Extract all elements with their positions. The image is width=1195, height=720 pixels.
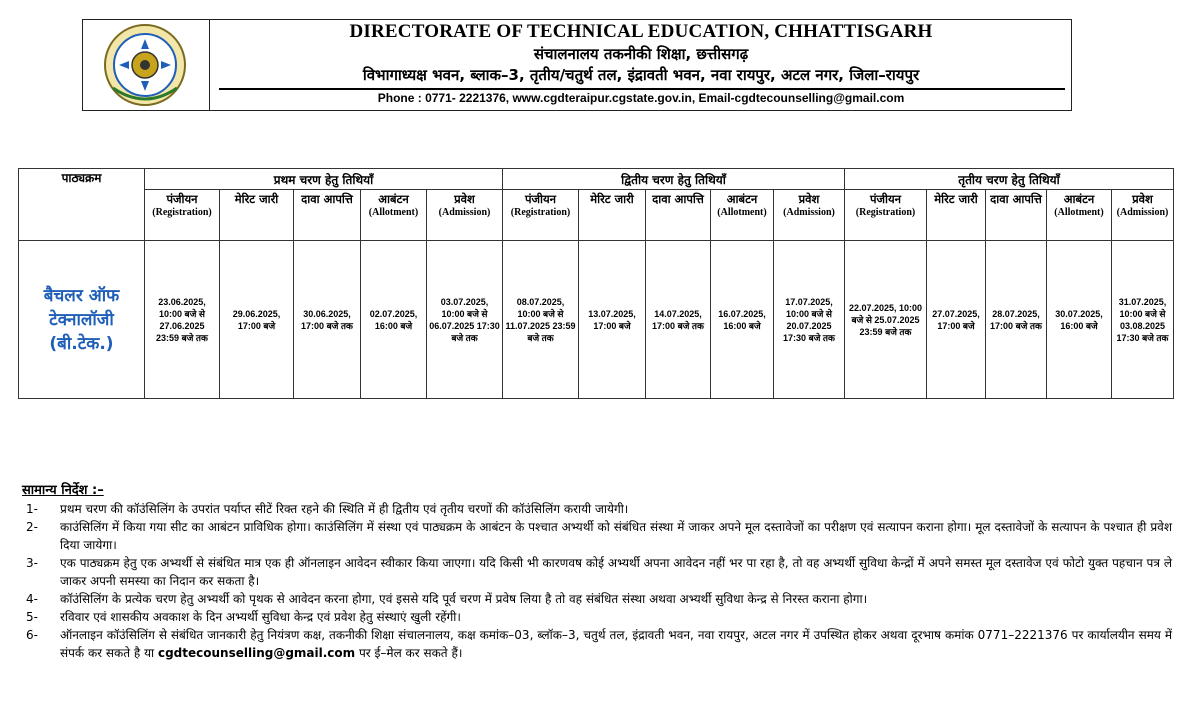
counselling-schedule-table — [18, 168, 1174, 399]
subheader-cell — [503, 190, 579, 241]
date-cell: 03.07.2025, 10:00 बजे से 06.07.2025 17:30 बजे तक — [427, 241, 503, 399]
header-title-hi: संचालनालय तकनीकी शिक्षा, छत्तीसगढ़ — [533, 45, 749, 63]
subheader-en: (Admission) — [1116, 207, 1169, 218]
date-cell: 30.06.2025, 17:00 बजे तक — [294, 241, 361, 399]
subheader-cell — [220, 190, 294, 241]
subheader-cell — [1047, 190, 1112, 241]
instruction-item: 4- कॉउंसिलिंग के प्रत्येक चरण हेतु अभ्यर्थी को पृथक से आवेदन करना होगा, एवं इससे यदि पूर्व चरण में प्रवेष लिया है तो वह संबंधित संस्था अथवा अभ्यर्थी सुविधा केन्द्र से निरस्त कराना होगा। — [26, 592, 868, 606]
date-cell: 28.07.2025, 17:00 बजे तक — [986, 241, 1047, 399]
logo-cell — [83, 20, 210, 110]
subheader-cell — [427, 190, 503, 241]
subheader-hi: आबंटन — [726, 192, 758, 206]
header-divider — [219, 88, 1065, 90]
instructions-title: सामान्य निर्देश :– — [22, 483, 104, 498]
email-link[interactable]: cgdtecounselling@gmail.com — [157, 646, 356, 660]
subheader-hi: प्रवेश — [1132, 192, 1153, 206]
date-cell: 14.07.2025, 17:00 बजे तक — [646, 241, 711, 399]
subheader-cell — [986, 190, 1047, 241]
course-header: पाठ्यक्रम — [19, 169, 145, 241]
instruction-item: 1- प्रथम चरण की कॉउंसिलिंग के उपरांत पर्याप्त सीटें रिक्त रहने की स्थिति में ही द्वितीय एवं तृतीय चरणों की कॉउंसिलिंग करायी जायेगी। — [26, 502, 629, 516]
date-cell: 13.07.2025, 17:00 बजे — [579, 241, 646, 399]
dte-emblem-icon — [99, 22, 191, 108]
subheader-hi: पंजीयन — [869, 192, 902, 206]
date-cell: 30.07.2025, 16:00 बजे — [1047, 241, 1112, 399]
subheader-hi: पंजीयन — [166, 192, 198, 206]
subheader-en: (Registration) — [510, 207, 571, 218]
subheader-en: (Admission) — [438, 207, 491, 218]
subheader-cell — [145, 190, 220, 241]
phase-1-header: प्रथम चरण हेतु तिथियाँ — [145, 169, 503, 190]
subheader-hi: प्रवेश — [798, 192, 820, 206]
date-cell: 23.06.2025, 10:00 बजे से 27.06.2025 23:59 बजे तक — [145, 241, 220, 399]
phase-3-header: तृतीय चरण हेतु तिथियाँ — [845, 169, 1174, 190]
subheader-hi: मेरिट जारी — [590, 192, 634, 206]
letterhead — [82, 19, 1072, 111]
date-cell: 31.07.2025, 10:00 बजे से 03.08.2025 17:30 बजे तक — [1112, 241, 1174, 399]
instruction-item: 6- ऑनलाइन कॉउंसिलिंग से संबंधित जानकारी हेतु नियंत्रण कक्ष, तकनीकी शिक्षा संचालनालय, कक्ष कमांक–03, ब्लॉक–3, चतुर्थ तल, इंद्रावती भवन, नवा रायपुर, अटल नगर में उपस्थित होकर अथवा दूरभाष कमांक 0771–2221376 पर कार्यालयीन समय में संपर्क कर सकते है या cgdtecounselling@gmail.com पर ई–मेल कर सकते हैं। — [26, 628, 1172, 660]
instruction-item: 5- रविवार एवं शासकीय अवकाश के दिन अभ्यर्थी सुविधा केन्द्र एवं प्रवेश हेतु संस्थाएं खुली रहेंगी। — [26, 610, 461, 624]
date-cell: 22.07.2025, 10:00 बजे से 25.07.2025 23:59 बजे तक — [845, 241, 927, 399]
subheader-hi: आबंटन — [1063, 192, 1095, 206]
date-cell: 08.07.2025, 10:00 बजे से 11.07.2025 23:59 बजे तक — [503, 241, 579, 399]
subheader-hi: आबंटन — [378, 192, 409, 206]
header-title-en: DIRECTORATE OF TECHNICAL EDUCATION, CHHATTISGARH — [349, 21, 933, 42]
subheader-en: (Admission) — [783, 207, 835, 218]
course-name — [19, 241, 145, 399]
subheader-cell — [711, 190, 774, 241]
phase-2-header: द्वितीय चरण हेतु तिथियाँ — [503, 169, 845, 190]
subheader-en: (Registration) — [152, 207, 212, 218]
subheader-cell — [1112, 190, 1174, 241]
date-cell: 29.06.2025, 17:00 बजे — [220, 241, 294, 399]
subheader-hi: दावा आपत्ति — [990, 192, 1042, 206]
date-cell: 27.07.2025, 17:00 बजे — [927, 241, 986, 399]
subheader-cell — [294, 190, 361, 241]
subheader-cell — [646, 190, 711, 241]
subheader-cell — [579, 190, 646, 241]
subheader-hi: पंजीयन — [524, 192, 557, 206]
course-line: टेक्नालॉजी — [49, 309, 114, 330]
subheader-cell — [845, 190, 927, 241]
course-line: (बी.टेक.) — [49, 333, 114, 354]
subheader-hi: प्रवेश — [454, 192, 475, 206]
instruction-item: 2- काउंसिलिंग में किया गया सीट का आबंटन प्राविधिक होगा। काउंसिलिंग में संस्था एवं पाठ्यक्रम के आबंटन के पश्चात अभ्यर्थी को संबंधित संस्था में जाकर अपने मूल दस्तावेजों का परीक्षण एवं सत्यापन कराना होगा। मूल दस्तावेजों के सत्यापन के पश्चात ही प्रवेश दिया जायेगा। — [26, 520, 1172, 552]
course-line: बैचलर ऑफ — [43, 285, 120, 306]
instruction-item: 3- एक पाठ्यक्रम हेतु एक अभ्यर्थी से संबंधित मात्र एक ही ऑनलाइन आवेदन स्वीकार किया जाएगा। यदि किसी भी कारणवष कोई अभ्यर्थी अपना आवेदन नहीं भर पा रहा है, तो वह अभ्यर्थी सुविधा केन्द्रों में अपने समस्त मूल दस्तावेज एवं फोटो युक्त पहचान पत्र ले जाकर अपनी समस्या का निदान कर सकता है। — [26, 556, 1172, 588]
subheader-hi: मेरिट जारी — [934, 192, 978, 206]
subheader-en: (Allotment) — [368, 207, 419, 218]
general-instructions — [22, 480, 1172, 662]
subheader-hi: मेरिट जारी — [234, 192, 279, 206]
subheader-hi: दावा आपत्ति — [652, 192, 704, 206]
subheader-cell — [361, 190, 427, 241]
subheader-en: (Allotment) — [1054, 207, 1104, 218]
subheader-cell — [927, 190, 986, 241]
date-cell: 02.07.2025, 16:00 बजे — [361, 241, 427, 399]
subheader-cell — [774, 190, 845, 241]
date-cell: 16.07.2025, 16:00 बजे — [711, 241, 774, 399]
subheader-hi: दावा आपत्ति — [301, 192, 353, 206]
header-address: विभागाध्यक्ष भवन, ब्लाक–3, तृतीय/चतुर्थ तल, इंद्रावती भवन, नवा रायपुर, अटल नगर, जिला–रायपुर — [362, 66, 920, 84]
header-contact: Phone : 0771- 2221376, www.cgdteraipur.cgstate.gov.in, Email-cgdtecounselling@gmail.com — [377, 91, 905, 105]
date-cell: 17.07.2025, 10:00 बजे से 20.07.2025 17:30 बजे तक — [774, 241, 845, 399]
subheader-en: (Registration) — [855, 207, 916, 218]
subheader-en: (Allotment) — [717, 207, 767, 218]
